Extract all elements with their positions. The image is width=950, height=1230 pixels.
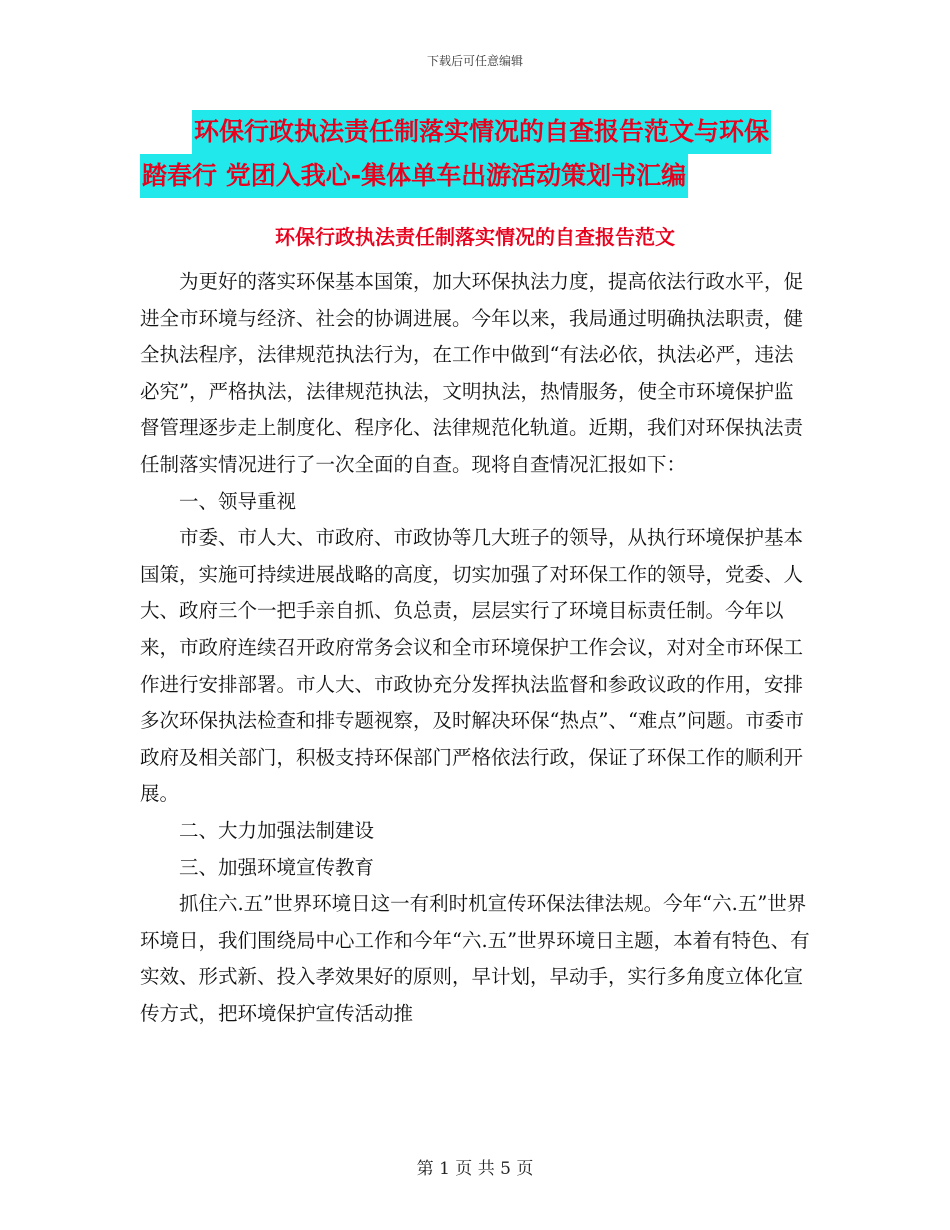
paragraph: 市委、市人大、市政府、市政协等几大班子的领导，从执行环境保护基本国策，实施可持续进展战略的高度，切实加强了对环保工作的领导，党委、人大、政府三个一把手亲自抓、负总责，层层实行了环境目标责任制。今年以来，市政府连续召开政府常务会议和全市环境保护工作会议，对对全市环保工作进行安排部署。市人大、市政协充分发挥执法监督和参政议政的作用，安排多次环保执法检查和排专题视察，及时解决环保“热点”、“难点”问题。市委市政府及相关部门，积极支持环保部门严格依法行政，保证了环保工作的顺利开展。 — [140, 526, 804, 806]
heading-environmental-education: 三、加强环境宣传教育 — [179, 855, 375, 879]
paragraph: 为更好的落实环保基本国策，加大环保执法力度，提高依法行政水平，促进全市环境与经济、社会的协调进展。今年以来，我局通过明确执法职责，健全执法程序，法律规范执法行为，在工作中做到“有法必依，执法必严，违法必究”，严格执法，法律规范执法，文明执法，热情服务，使全市环境保护监督管理逐步走上制度化、程序化、法律规范化轨道。近期，我们对环保执法责任制落实情况进行了一次全面的自查。现将自查情况汇报如下： — [140, 270, 804, 476]
paragraph: 抓住六.五”世界环境日这一有利时机宣传环保法律法规。今年“六.五”世界环境日，我们围绕局中心工作和今年“六.五”世界环境日主题，本着有特色、有实效、形式新、投入孝效果好的原则，早计划，早动手，实行多角度立体化宣传方式，把环境保护宣传活动推 — [140, 892, 810, 1025]
document-title-line-1: 环保行政执法责任制落实情况的自查报告范文与环保 — [192, 110, 771, 154]
page-number-footer: 第 1 页 共 5 页 — [416, 1159, 534, 1179]
header-note: 下载后可任意编辑 — [426, 54, 523, 68]
section-title: 环保行政执法责任制落实情况的自查报告范文 — [275, 225, 675, 249]
heading-legal-construction: 二、大力加强法制建设 — [179, 818, 375, 842]
document-title-line-2: 踏春行 党团入我心-集体单车出游活动策划书汇编 — [140, 154, 688, 198]
document-body — [140, 264, 810, 1032]
heading-leadership: 一、领导重视 — [179, 489, 297, 513]
document-title — [140, 110, 820, 198]
